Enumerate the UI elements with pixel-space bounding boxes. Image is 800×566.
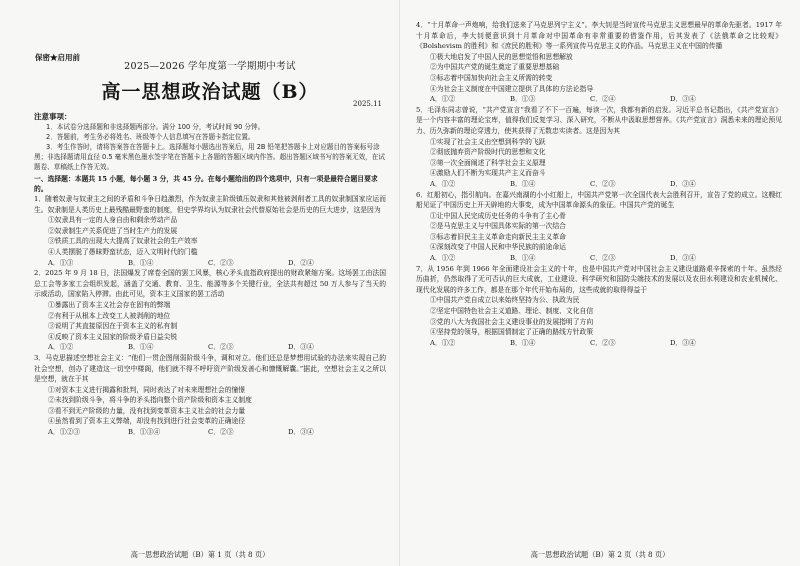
exam-title: 高一思想政治试题（B） bbox=[101, 81, 319, 103]
question-7-stem: 7．从 1956 年到 1966 年全面建设社会主义的十年，也是中国共产党对中国社会主义建设道路艰辛探索的十年。虽然经历曲折，仍然取得了无可否认的巨大成就，工业建设、科学研究和国防尖端技术的发展以及农田水利建设和农业机械化、现代化发展的许多工作，都是在那个年代开始布局的，这些成就的取得得益于 bbox=[416, 264, 782, 294]
page-footer: 高一思想政治试题（B）第 2 页（共 8 页） bbox=[530, 550, 670, 559]
choice-a: A．①② bbox=[430, 254, 456, 263]
choice-c: C．②③ bbox=[590, 179, 616, 188]
question-6-option: ③标志着旧民主主义革命走向新民主主义革命 bbox=[430, 232, 566, 241]
page-2 bbox=[400, 0, 800, 566]
choice-b: B．①④ bbox=[128, 343, 154, 352]
page-footer: 高一思想政治试题（B）第 1 页（共 8 页） bbox=[130, 550, 270, 559]
question-5-stem: 5．毛泽东同志曾说，“共产党宣言”我看了不下一百遍，每读一次，我都有新的启发。习近平总书记指出，《共产党宣言》是一个内容丰富的理论宝库，值得我们反复学习、深入研究，不断从中汲取思想营养。《共产党宣言》洞悉未来的理论预见力、历久弥新的理论穿透力，使其获得了无数忠实读者。这是因为其 bbox=[416, 105, 782, 135]
choice-d: D．③④ bbox=[288, 343, 314, 352]
note-item: 2．答题前，考生务必将姓名、班级等个人信息填写在答题卡指定位置。 bbox=[46, 133, 255, 141]
question-5-option: ③第一次全面阐述了科学社会主义原理 bbox=[430, 158, 546, 167]
question-7-option: ①中国共产党自成立以来始终坚持为公、执政为民 bbox=[430, 296, 580, 305]
question-7-choices bbox=[416, 338, 782, 349]
section-heading: 一、选择题：本题共 15 小题，每小题 3 分，共 45 分。在每小题给出的四个选项中，只有一项是最符合题目要求的。 bbox=[34, 175, 378, 193]
question-2-option: ②有利于从根本上改变工人被剥削的地位 bbox=[48, 311, 171, 320]
choice-b: B．①③④ bbox=[128, 428, 161, 437]
question-3-option: ④虽然看到了资本主义弊端，却没有找到进行社会变革的正确途径 bbox=[48, 417, 246, 426]
choice-b: B．①④ bbox=[510, 254, 536, 263]
exam-date: 2025.11 bbox=[353, 100, 382, 108]
question-5-choices bbox=[416, 179, 782, 190]
question-2-option: ①暴露出了资本主义社会存在固有的弊端 bbox=[48, 300, 171, 309]
choice-d: D．②④ bbox=[288, 258, 314, 267]
exam-year: 2025—2026 学年度第一学期期中考试 bbox=[124, 61, 296, 72]
question-6-option: ②是马克思主义与中国具体实际的第一次结合 bbox=[430, 222, 566, 231]
question-3-stem: 3．马克思描述空想社会主义：“他们一贯企图削弱阶级斗争，调和对立。他们还总是梦想用试验的办法来实现自己的社会空想，创办了建造这一切空中楼阁，他们就不得不呼吁资产阶级发善心和慷慨解囊。”据此，空想社会主义之所以是空想，就在于其 bbox=[34, 353, 386, 384]
question-5-option: ④激励人们不断为实现共产主义而奋斗 bbox=[430, 169, 546, 178]
question-4-stem: 4．“十月革命一声炮响，给我们送来了马克思列宁主义”。李大钊是当时宣传马克思主义思想最早的革命先驱者。1917 年十月革命后，李大钊便意识到十月革命对中国革命有非常重要的借鉴作用，后其发表了《法俄革命之比较观》《Bolshevism 的胜利》和《庶民的胜利》等一系列宣传马克思主义的作品。马克思主义在中国的传播 bbox=[416, 21, 782, 51]
question-7-option: ④坚持党的领导，根据国情制定了正确的路线方针政策 bbox=[430, 328, 594, 337]
note-item: 1．本试卷分选择题和非选择题两部分。满分 100 分，考试时间 90 分钟。 bbox=[46, 123, 265, 131]
question-4-choices bbox=[416, 94, 782, 105]
question-6-choices bbox=[416, 253, 782, 264]
choice-a: A．①② bbox=[430, 338, 456, 347]
question-6-option: ④深刻改变了中国人民和中华民族的前途命运 bbox=[430, 243, 566, 252]
choice-a: A．①③ bbox=[48, 258, 74, 267]
question-6-option: ①让中国人民完成历史任务的斗争有了主心骨 bbox=[430, 211, 566, 220]
choice-c: C．②③ bbox=[208, 343, 234, 352]
choice-d: D．③④ bbox=[670, 95, 696, 104]
question-1-choices bbox=[34, 258, 386, 269]
choice-a: A．①② bbox=[430, 179, 456, 188]
choice-b: B．①④ bbox=[510, 179, 536, 188]
question-3-option: ①对资本主义进行揭露和批判，同时表达了对未来理想社会的憧憬 bbox=[48, 385, 246, 394]
question-1-option: ②奴隶制生产关系促进了当时生产力的发展 bbox=[48, 226, 178, 235]
choice-c: C．②④ bbox=[590, 95, 616, 104]
choice-d: D．③④ bbox=[670, 254, 696, 263]
question-7-option: ②坚定中国特色社会主义道路、理论、制度、文化自信 bbox=[430, 307, 594, 316]
choice-b: B．①③ bbox=[510, 95, 536, 104]
question-2-option: ③说明了其直接原因在于资本主义的私有制 bbox=[48, 322, 178, 331]
question-3-choices bbox=[34, 427, 386, 438]
question-7-option: ③党的八大为我国社会主义建设事业的发展指明了方向 bbox=[430, 317, 594, 326]
question-4-option: ④为社会主义制度在中国建立提供了具体的方法论指导 bbox=[430, 84, 594, 93]
choice-b: B．①④ bbox=[128, 258, 154, 267]
choice-d: D．③④ bbox=[288, 428, 314, 437]
choice-d: D．③④ bbox=[670, 338, 696, 347]
question-1-option: ④人类摆脱了愚昧野蛮状态，迈入文明时代的门槛 bbox=[48, 247, 198, 256]
notes-heading: 注意事项： bbox=[34, 112, 72, 121]
question-5-option: ①实现了社会主义由空想到科学的飞跃 bbox=[430, 137, 546, 146]
question-4-option: ②为中国共产党的诞生奠定了重要思想基础 bbox=[430, 63, 560, 72]
question-1-stem: 1．随着奴隶与奴隶主之间的矛盾和斗争日趋激烈，作为奴隶主阶级镇压奴隶和其他被剥削者工具的奴隶制国家应运而生。奴隶制是人类历史上最残酷最野蛮的制度，但史学界均认为奴隶社会代替原始社会是历史的巨大进步，这是因为 bbox=[34, 195, 386, 214]
choice-c: C．②③ bbox=[208, 258, 234, 267]
choice-c: C．②③ bbox=[590, 338, 616, 347]
choice-a: A．①② bbox=[430, 95, 456, 104]
choice-c: C．②③ bbox=[590, 254, 616, 263]
choice-b: B．①④ bbox=[510, 338, 536, 347]
question-2-choices bbox=[34, 342, 386, 353]
question-3-option: ③看不到无产阶级的力量，没有找到变革资本主义社会的社会力量 bbox=[48, 406, 246, 415]
question-2-stem: 2．2025 年 9 月 18 日，法国爆发了席卷全国的罢工风暴，核心矛头直指政府提出的财政紧缩方案。这场罢工由法国总工会等多家工会组织发起，涵盖了交通、教育、卫生、能源等多个关键行业，全法共有超过 50 万人参与了当天的示威活动，国家陷入停滞。由此可见，资本主义国家的罢工活动 bbox=[34, 269, 386, 299]
choice-a: A．①②③ bbox=[48, 428, 81, 437]
choice-a: A．①② bbox=[48, 343, 74, 352]
question-6-stem: 6．红船初心，指引航向。在嘉兴南湖的小小红船上，中国共产党第一次全国代表大会胜利召开，宣告了党的成立。这艘红船见证了中国历史上开天辟地的大事变，成为中国革命源头的象征。中国共产党的诞生 bbox=[416, 190, 782, 210]
question-5-option: ②彻底抛弃资产阶级时代的思想和文化 bbox=[430, 148, 546, 157]
question-3-option: ②未找到阶级斗争，将斗争的矛头指向整个资产阶级和资本主义制度 bbox=[48, 396, 252, 405]
question-2-option: ④反映了资本主义国家的阶级矛盾日益尖锐 bbox=[48, 332, 178, 341]
question-4-option: ③标志着中国加快向社会主义所需的转变 bbox=[430, 73, 553, 82]
question-1-option: ③铁质工具的出现大大提高了奴隶社会的生产效率 bbox=[48, 237, 198, 246]
choice-d: D．③④ bbox=[670, 179, 696, 188]
secret-label: 保密★启用前 bbox=[35, 53, 80, 62]
question-4-option: ①极大地启发了中国人民的思想觉悟和思想解放 bbox=[430, 52, 573, 61]
note-item: 3．考生作答时，请将答案答在答题卡上。选择题每小题选出答案后，用 2B 铅笔把答题卡上对应题目的答案标号涂黑；非选择题请用直径 0.5 毫米黑色墨水签字笔在答题卡上各题的答题区域内作答。超出答题区域书写的答案无效，在试题卷、草稿纸上作答无效。 bbox=[34, 143, 385, 171]
choice-c: C．②③ bbox=[208, 428, 234, 437]
question-1-option: ①奴隶具有一定的人身自由和剩余劳动产品 bbox=[48, 216, 178, 225]
